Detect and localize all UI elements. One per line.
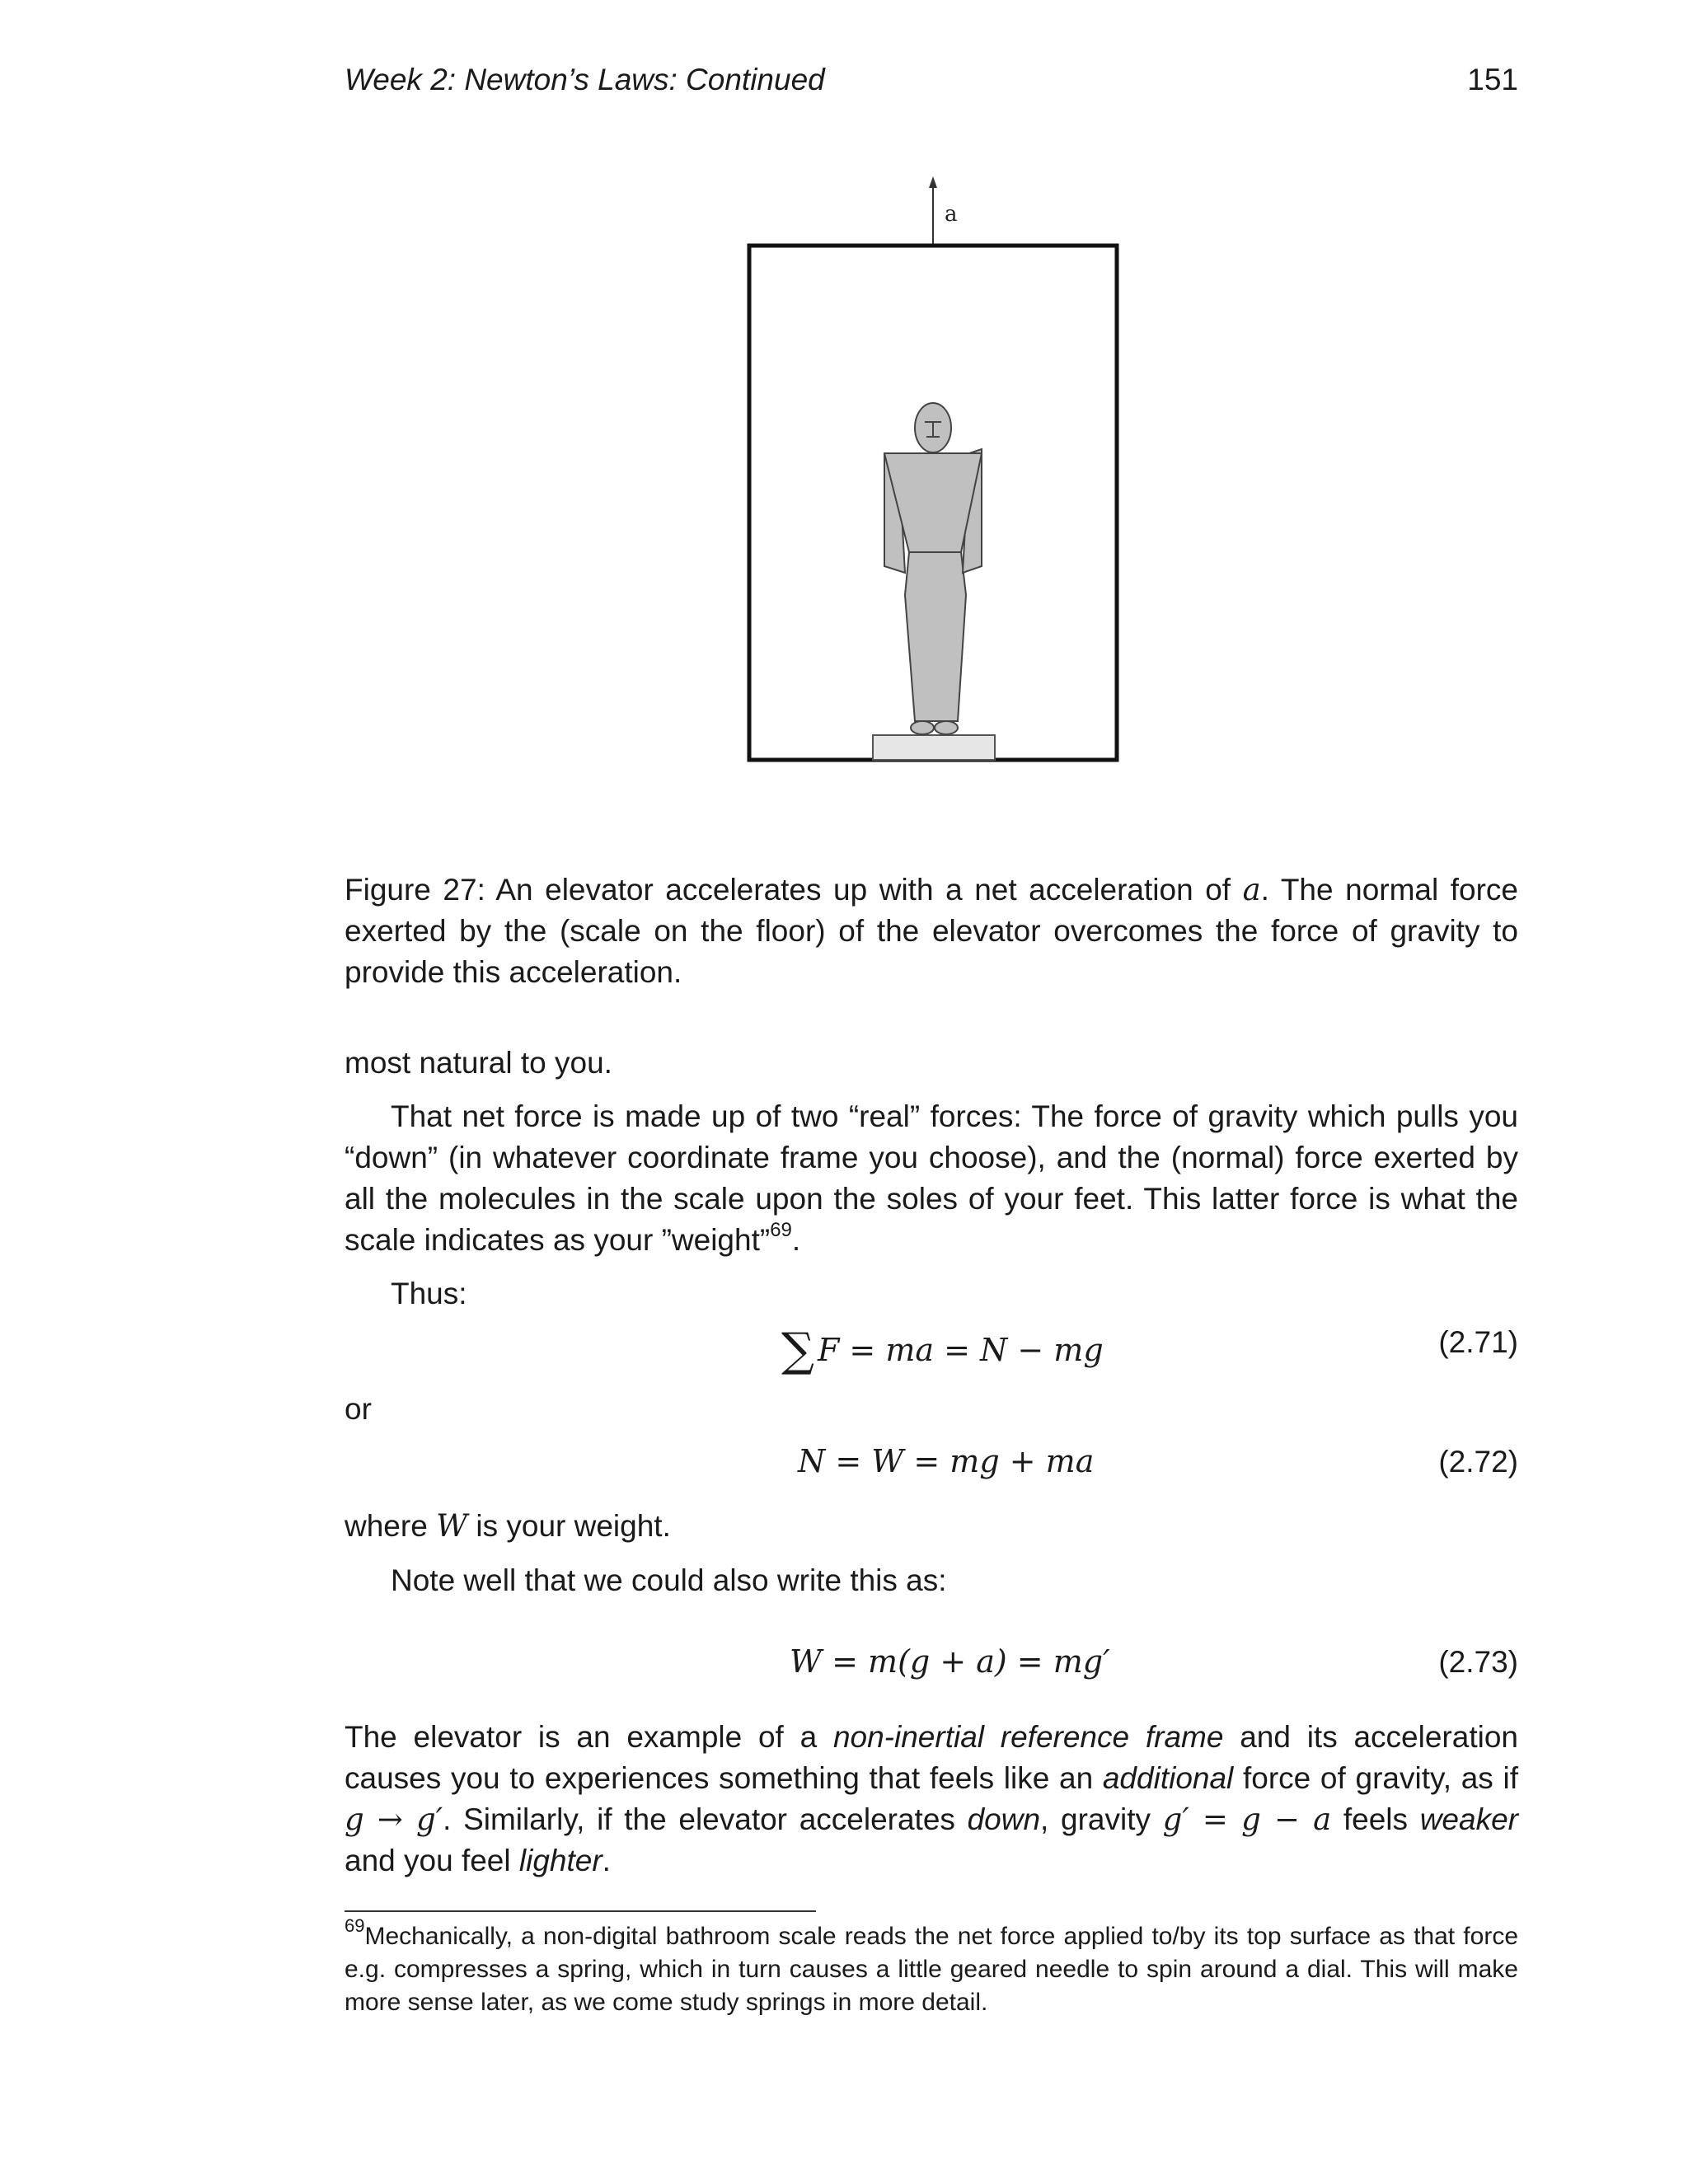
paragraph-or: or bbox=[345, 1392, 372, 1426]
text-run: feels bbox=[1331, 1802, 1420, 1836]
math-g-minus-a: g′ = g − a bbox=[1162, 1802, 1332, 1837]
text-run: and its acceleration causes you to experiences something that feels like an bbox=[345, 1720, 1518, 1795]
paragraph-net-force-text: That net force is made up of two “real” forces: The force of gravity which pulls you “down” (in whatever coordinate frame you choose), and the (normal) force exerted by all the molecules in the scale upon the soles of your feet. This latter force is what the scale indicates as your ”weight” bbox=[345, 1099, 1518, 1257]
acceleration-arrow-head bbox=[929, 176, 937, 188]
figure-caption bbox=[345, 869, 1518, 993]
weight-variable: W bbox=[436, 1508, 468, 1544]
paragraph-continued: most natural to you. bbox=[345, 1046, 612, 1080]
footnote-69 bbox=[345, 1915, 1518, 2019]
person-legs bbox=[905, 552, 966, 721]
person-left-foot bbox=[911, 721, 934, 734]
chapter-title: Week 2: Newton’s Laws: Continued bbox=[345, 63, 825, 96]
text-run: , gravity bbox=[1040, 1802, 1163, 1836]
equation-2-73 bbox=[345, 1638, 1518, 1688]
emphasis-non-inertial: non-inertial reference frame bbox=[832, 1720, 1224, 1754]
paragraph-thus: Thus: bbox=[391, 1277, 467, 1310]
equation-number: (2.72) bbox=[1438, 1445, 1518, 1479]
equation-expression: N = W = mg + ma bbox=[798, 1443, 1095, 1479]
equation-2-71 bbox=[345, 1319, 1518, 1377]
elevator-figure bbox=[0, 165, 1688, 791]
period: . bbox=[791, 1223, 801, 1257]
equation-body: F = ma = N − mg bbox=[817, 1332, 1104, 1368]
caption-suffix: . The normal force exerted by the (scale on the floor) of the elevator overcomes the force of gravity to provide this acceleration. bbox=[345, 873, 1519, 989]
text-run: . bbox=[602, 1844, 611, 1877]
person-figure bbox=[884, 403, 982, 734]
text-run: force of gravity, as if bbox=[1233, 1761, 1518, 1795]
paragraph-non-inertial bbox=[345, 1717, 1518, 1882]
person-right-foot bbox=[935, 721, 958, 734]
where-pre: where bbox=[345, 1509, 437, 1543]
math-g-prime: g → g′ bbox=[345, 1802, 443, 1837]
where-post: is your weight. bbox=[467, 1509, 671, 1543]
page-number: 151 bbox=[1467, 63, 1518, 96]
equation-number: (2.71) bbox=[1438, 1325, 1518, 1359]
footnote-marker: 69 bbox=[770, 1218, 792, 1241]
paragraph-where bbox=[345, 1506, 1518, 1547]
caption-prefix: Figure 27: An elevator accelerates up with a net acceleration of bbox=[345, 873, 1243, 907]
equation-expression bbox=[781, 1319, 1104, 1377]
paragraph-net-force bbox=[345, 1096, 1518, 1261]
emphasis-down: down bbox=[967, 1802, 1041, 1836]
summation-symbol: ∑ bbox=[781, 1324, 814, 1377]
equation-expression: W = m(g + a) = mg′ bbox=[790, 1643, 1110, 1680]
footnote-text: Mechanically, a non-digital bathroom scale reads the net force applied to/by its top surface as that force e.g. compresses a spring, which in turn causes a little geared needle to spin around a dial. This will make more sense later, as we come study springs in more detail. bbox=[345, 1923, 1518, 2016]
emphasis-lighter: lighter bbox=[518, 1844, 603, 1877]
equation-2-72 bbox=[345, 1438, 1518, 1488]
text-run: and you feel bbox=[345, 1844, 519, 1877]
text-run: . Similarly, if the elevator accelerates bbox=[443, 1802, 968, 1836]
elevator-diagram bbox=[0, 165, 1688, 791]
emphasis-additional: additional bbox=[1102, 1761, 1234, 1795]
footnote-number: 69 bbox=[345, 1915, 365, 1936]
acceleration-label: a bbox=[945, 202, 958, 227]
caption-variable: a bbox=[1242, 872, 1261, 907]
footnote-rule bbox=[345, 1910, 816, 1912]
equation-number: (2.73) bbox=[1438, 1645, 1518, 1679]
paragraph-note: Note well that we could also write this as: bbox=[391, 1563, 947, 1597]
text-run: The elevator is an example of a bbox=[345, 1720, 833, 1754]
scale-platform bbox=[873, 735, 995, 760]
emphasis-weaker: weaker bbox=[1419, 1802, 1518, 1836]
running-header bbox=[345, 63, 1518, 97]
